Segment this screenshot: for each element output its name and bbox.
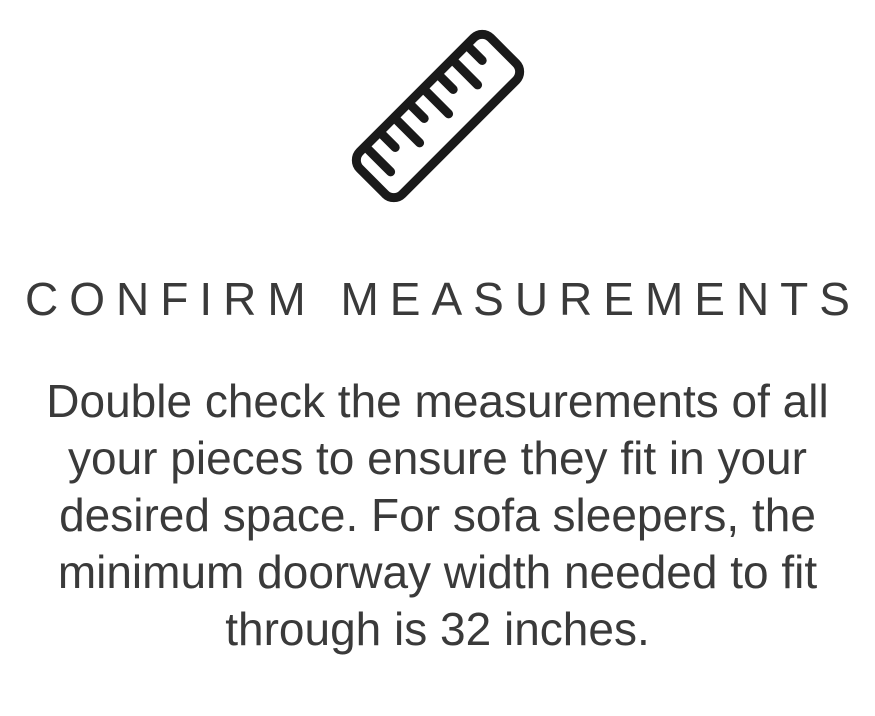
- description-line: Double check the measurements of all: [46, 375, 829, 427]
- description-line: desired space. For sofa sleepers, the: [59, 489, 816, 541]
- ruler-icon: [338, 16, 538, 216]
- description-paragraph: [0, 373, 875, 658]
- section-title: CONFIRM MEASUREMENTS: [25, 273, 861, 325]
- description-line: minimum doorway width needed to fit: [57, 546, 818, 598]
- ruler-icon-svg: [338, 16, 538, 216]
- description-line: through is 32 inches.: [225, 603, 650, 655]
- confirm-measurements-panel: [0, 16, 875, 716]
- description-line: your pieces to ensure they fit in your: [68, 432, 807, 484]
